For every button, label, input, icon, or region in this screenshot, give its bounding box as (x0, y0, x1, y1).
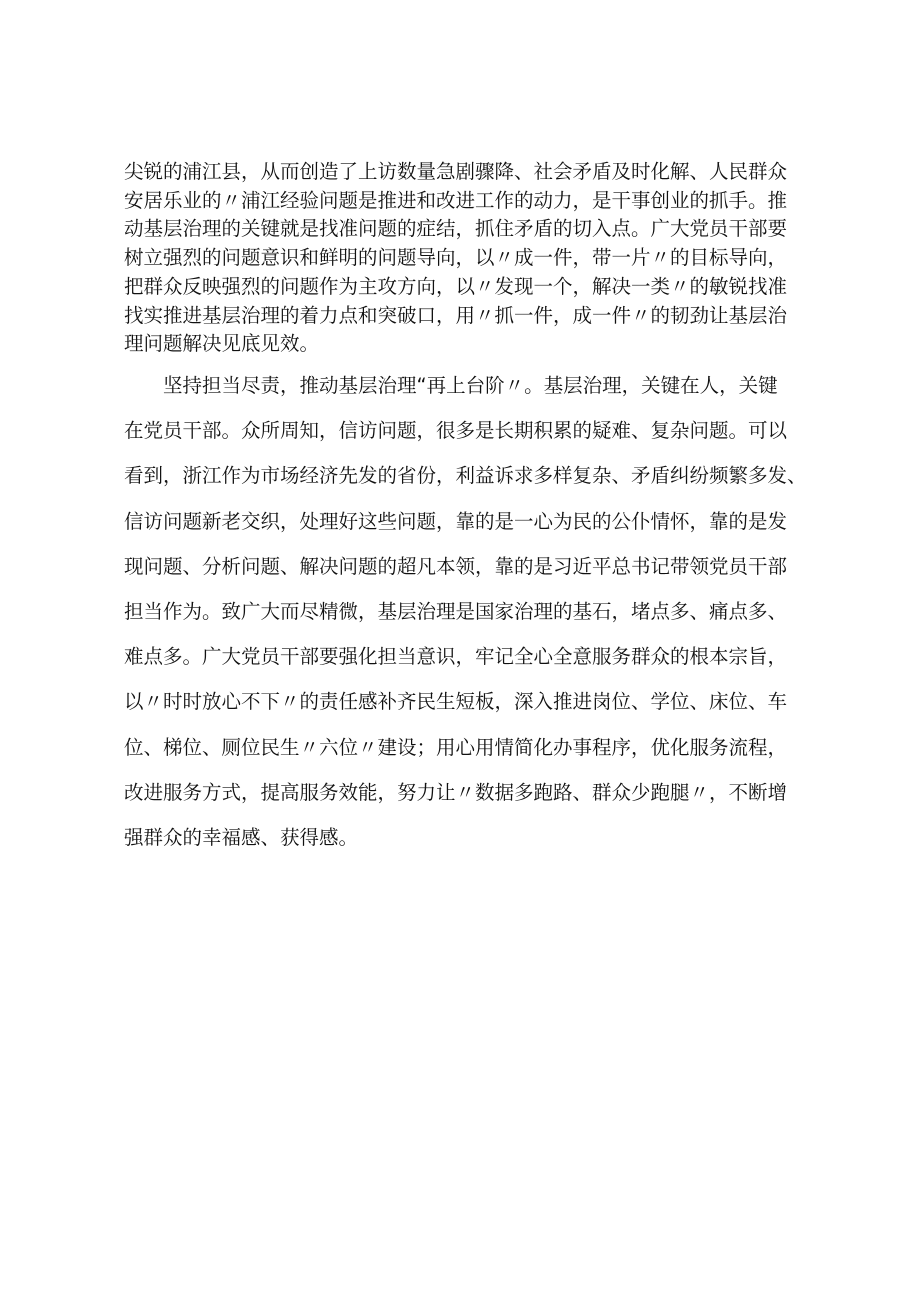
text-line: 动基层治理的关键就是找准问题的症结，抓住矛盾的切入点。广大党员干部要 (124, 217, 788, 241)
text-line: 担当作为。致广大而尽精微，基层治理是国家治理的基石，堵点多、痛点多、 (124, 600, 788, 624)
text-line: 难点多。广大党员干部要强化担当意识，牢记全心全意服务群众的根本宗旨， (124, 645, 788, 669)
paragraph-1 (124, 158, 814, 359)
text-line: 安居乐业的〃浦江经验问题是推进和改进工作的动力，是干事创业的抓手。推 (124, 188, 788, 212)
text-line: 看到，浙江作为市场经济先发的省份，利益诉求多样复杂、矛盾纠纷频繁多发、 (124, 464, 807, 488)
text-line: 现问题、分析问题、解决问题的超凡本领，靠的是习近平总书记带领党员干部 (124, 554, 788, 578)
text-line: 把群众反映强烈的问题作为主攻方向，以〃发现一个，解决一类〃的敏锐找准 (124, 274, 788, 298)
paragraph-2 (124, 363, 814, 860)
text-line: 找实推进基层治理的着力点和突破口，用〃抓一件，成一件〃的韧劲让基层治 (124, 303, 788, 327)
text-line: 树立强烈的问题意识和鲜明的问题导向，以〃成一件，带一片〃的目标导向， (124, 246, 788, 270)
text-line: 信访问题新老交织，处理好这些问题，靠的是一心为民的公仆情怀，靠的是发 (124, 509, 788, 533)
text-line: 理问题解决见底见效。 (124, 332, 320, 356)
text-line: 位、梯位、厕位民生〃六位〃建设；用心用情简化办事程序，优化服务流程， (124, 735, 788, 759)
text-line: 以〃时时放心不下〃的责任感补齐民生短板，深入推进岗位、学位、床位、车 (124, 690, 788, 714)
text-line: 改进服务方式，提高服务效能，努力让〃数据多跑路、群众少跑腿〃，不断增 (124, 780, 788, 804)
text-line: 强群众的幸福感、获得感。 (124, 826, 359, 850)
text-line: 尖锐的浦江县，从而创造了上访数量急剧骤降、社会矛盾及时化解、人民群众 (124, 160, 788, 183)
text-line: 在党员干部。众所周知，信访问题，很多是长期积累的疑难、复杂问题。可以 (124, 419, 788, 443)
text-line: 坚持担当尽责，推动基层治理“再上台阶〃。基层治理，关键在人，关键 (124, 374, 778, 397)
